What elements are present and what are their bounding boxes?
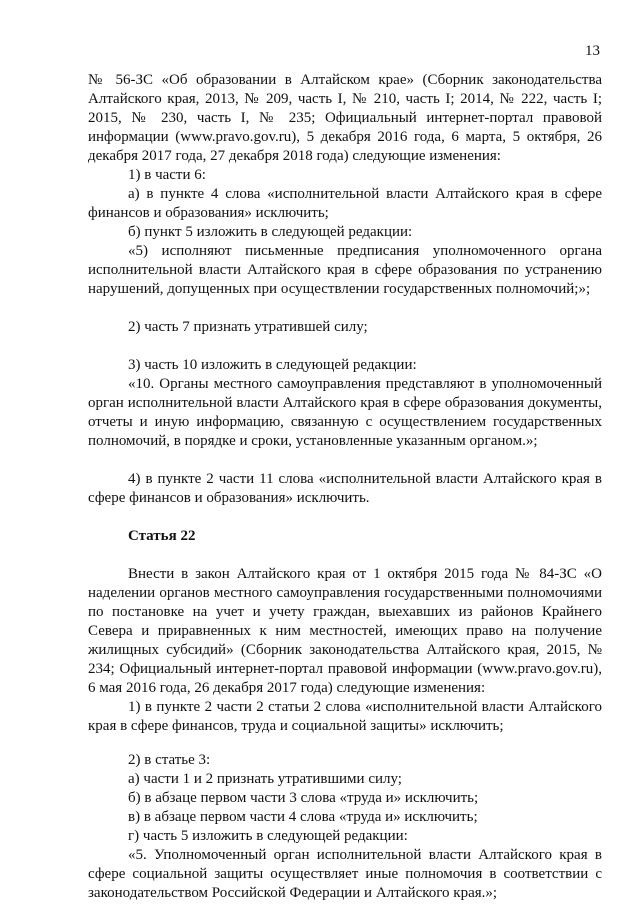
paragraph-a22-item-2b: б) в абзаце первом части 3 слова «труда и» исключить; — [128, 790, 479, 806]
paragraph-law-56zs-changes: № 56-ЗС «Об образовании в Алтайском крае» (Сборник законодательства Алтайского края, 2013, № 209, часть I, № 210, часть I; 2014, № 222, часть I; 2015, № 230, часть I, № 235; Официальный интернет-портал правовой информации (www.pravo.gov.ru), 5 декабря 2016 года, 6 марта, 5 октября, 26 декабря 2017 года, 27 декабря 2018 года) следующие изменения: — [88, 72, 602, 164]
paragraph-item-1: 1) в части 6: — [128, 167, 206, 183]
paragraph-a22-item-2a: а) части 1 и 2 признать утратившими силу; — [128, 771, 402, 787]
paragraph-a22-item-2g: г) часть 5 изложить в следующей редакции: — [128, 828, 408, 844]
article-22-heading: Статья 22 — [128, 528, 196, 544]
page-number: 13 — [585, 43, 600, 59]
paragraph-item-1b: б) пункт 5 изложить в следующей редакции: — [128, 224, 413, 240]
paragraph-article-22-intro: Внести в закон Алтайского края от 1 октября 2015 года № 84-ЗС «О наделении органов местного самоуправления государственными полномочиями по постановке на учет и учету граждан, выехавших из районов Крайнего Севера и приравненных к ним местностей, имеющих право на получение жилищных субсидий» (Сборник законодательства Алтайского края, 2015, № 234; Официальный интернет-портал правовой информации (www.pravo.gov.ru), 6 мая 2016 года, 26 декабря 2017 года) следующие изменения: — [88, 566, 602, 696]
paragraph-item-4: 4) в пункте 2 части 11 слова «исполнительной власти Алтайского края в сфере финансов и образования» исключить. — [88, 471, 602, 506]
paragraph-a22-item-2: 2) в статье 3: — [128, 752, 211, 768]
paragraph-a22-item-2v: в) в абзаце первом части 4 слова «труда и» исключить; — [128, 809, 478, 825]
paragraph-quote-10: «10. Органы местного самоуправления представляют в уполномоченный орган исполнительной власти Алтайского края в сфере образования документы, отчеты и иную информацию, связанную с осуществлением государственных полномочий, в порядке и сроки, установленные указанным органом.»; — [88, 376, 602, 449]
paragraph-quote-a22-5: «5. Уполномоченный орган исполнительной власти Алтайского края в сфере социальной защиты осуществляет иные полномочия в соответствии с законодательством Российской Федерации и Алтайского края.»; — [88, 847, 602, 901]
paragraph-item-3: 3) часть 10 изложить в следующей редакции: — [128, 357, 417, 373]
document-body — [88, 71, 602, 903]
paragraph-item-2: 2) часть 7 признать утратившей силу; — [128, 319, 368, 335]
paragraph-a22-item-1: 1) в пункте 2 части 2 статьи 2 слова «исполнительной власти Алтайского края в сфере финансов, труда и социальной защиты» исключить; — [88, 699, 602, 734]
paragraph-quote-5: «5) исполняют письменные предписания уполномоченного органа исполнительной власти Алтайского края в сфере образования по устранению нарушений, допущенных при осуществлении государственных полномочий;»; — [88, 243, 602, 297]
paragraph-item-1a: а) в пункте 4 слова «исполнительной власти Алтайского края в сфере финансов и образования» исключить; — [88, 186, 602, 221]
